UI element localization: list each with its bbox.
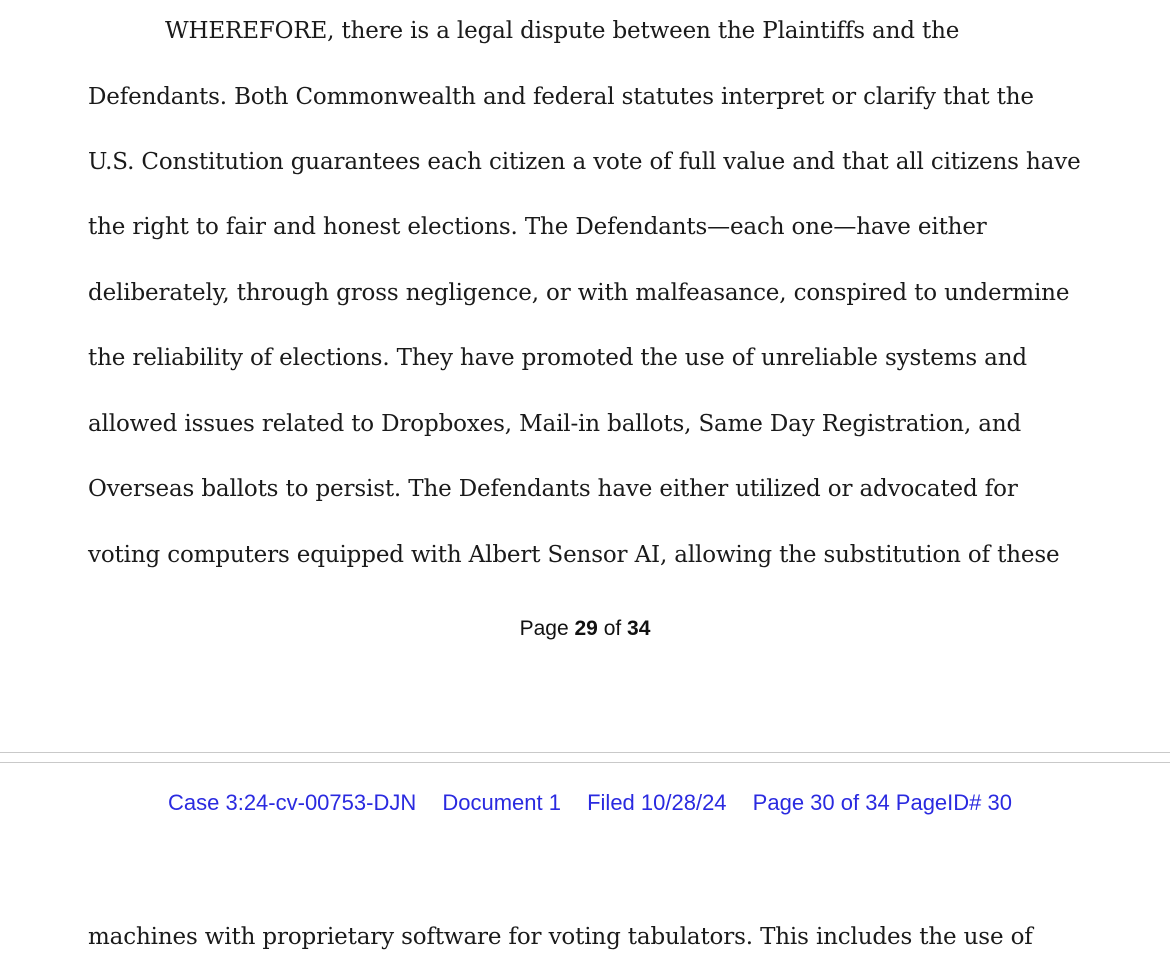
paragraph-line: U.S. Constitution guarantees each citizen a vote of full value and that all citizens have xyxy=(88,149,1081,175)
paragraph-line: deliberately, through gross negligence, or with malfeasance, conspired to undermine xyxy=(88,280,1070,306)
case-header xyxy=(0,788,1170,818)
paragraph-line: Overseas ballots to persist. The Defendants have either utilized or advocated for xyxy=(88,476,1018,502)
page-number-footer xyxy=(0,615,1170,643)
paragraph-line: WHEREFORE, there is a legal dispute between the Plaintiffs and the xyxy=(165,18,960,44)
case-number: Case 3:24-cv-00753-DJN xyxy=(168,790,417,815)
page-separator xyxy=(0,752,1170,763)
document-number: Document 1 xyxy=(442,790,561,815)
paragraph-line: voting computers equipped with Albert Sensor AI, allowing the substitution of these xyxy=(88,542,1060,568)
paragraph-line: allowed issues related to Dropboxes, Mail-in ballots, Same Day Registration, and xyxy=(88,411,1022,437)
page-word: Page xyxy=(519,617,569,640)
page-info: Page 30 of 34 PageID# 30 xyxy=(752,790,1012,815)
paragraph-line: the right to fair and honest elections. The Defendants—each one—have either xyxy=(88,214,987,240)
current-page-number: 29 xyxy=(574,617,598,640)
paragraph-line: the reliability of elections. They have promoted the use of unreliable systems and xyxy=(88,345,1027,371)
filed-date: Filed 10/28/24 xyxy=(587,790,727,815)
paragraph-line: Defendants. Both Commonwealth and federal statutes interpret or clarify that the xyxy=(88,84,1034,110)
of-word: of xyxy=(603,617,622,640)
total-page-count: 34 xyxy=(627,617,651,640)
paragraph-line: machines with proprietary software for voting tabulators. This includes the use of xyxy=(88,924,1033,950)
